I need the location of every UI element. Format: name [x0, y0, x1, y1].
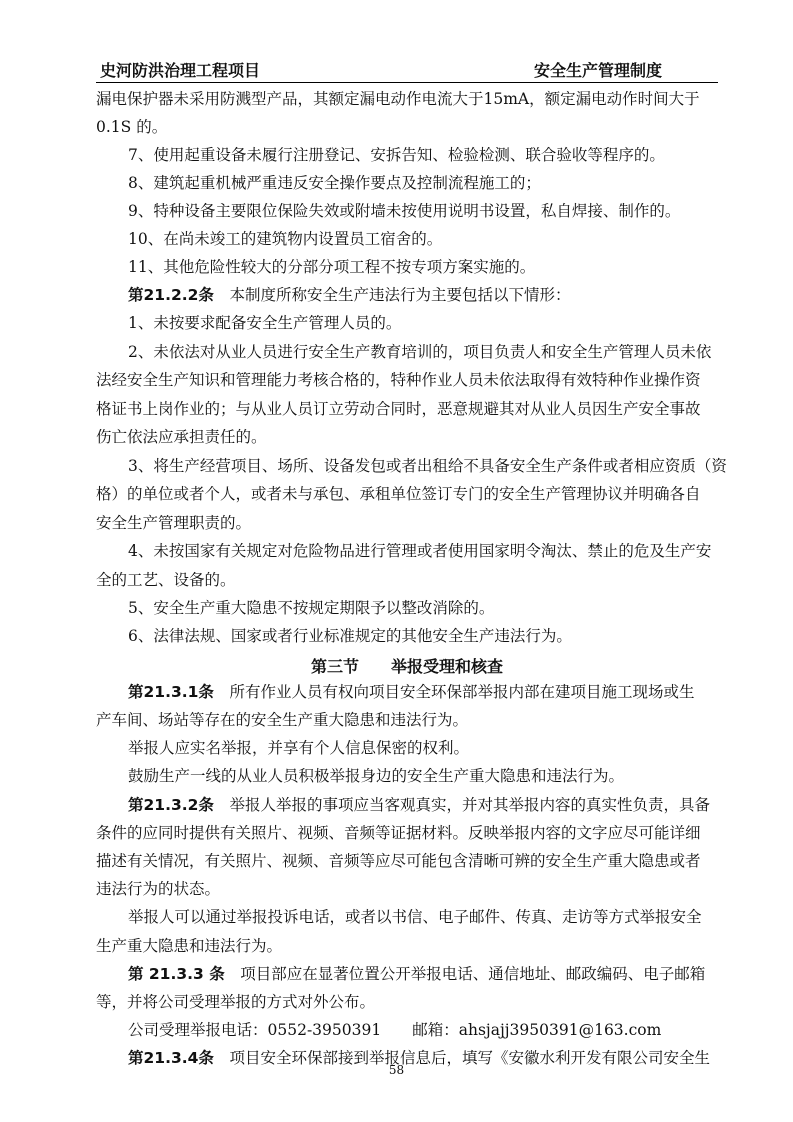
contact-info: 公司受理举报电话：0552-3950391 邮箱：ahsjajj3950391@163.com	[128, 1021, 662, 1039]
text-line: 举报人应实名举报，并享有个人信息保密的权利。	[128, 739, 470, 757]
section-heading	[96, 654, 718, 677]
list-item: 1、未按要求配备安全生产管理人员的。	[128, 314, 402, 332]
text-line: 法经安全生产知识和管理能力考核合格的，特种作业人员未依法取得有效特种作业操作资	[96, 371, 701, 389]
project-name: 史河防洪治理工程项目	[100, 61, 261, 80]
list-item: 4、未按国家有关规定对危险物品进行管理或者使用国家明令淘汰、禁止的危及生产安	[128, 542, 712, 560]
text-line: 条件的应同时提供有关照片、视频、音频等证据材料。反映举报内容的文字应尽可能详细	[96, 824, 701, 842]
page-number: 58	[388, 1063, 405, 1077]
text-line: 安全生产管理职责的。	[96, 514, 252, 532]
list-item: 8、建筑起重机械严重违反安全操作要点及控制流程施工的；	[128, 174, 541, 192]
section-number: 第三节	[310, 657, 359, 676]
text-line: 生产重大隐患和违法行为。	[96, 937, 283, 955]
article-21-3-2	[128, 795, 710, 815]
text-line: 格）的单位或者个人，或者未与承包、承租单位签订专门的安全生产管理协议并明确各自	[96, 485, 701, 503]
article-label: 第21.3.2条	[128, 796, 214, 814]
article-label: 第21.3.1条	[128, 683, 214, 701]
list-item: 9、特种设备主要限位保险失效或附墙未按使用说明书设置，私自焊接、制作的。	[128, 202, 681, 220]
text-line: 举报人可以通过举报投诉电话，或者以书信、电子邮件、传真、走访等方式举报安全	[128, 908, 702, 926]
text-line: 格证书上岗作业的；与从业人员订立劳动合同时，恶意规避其对从业人员因生产安全事故	[96, 400, 701, 418]
text-line: 产车间、场站等存在的安全生产重大隐患和违法行为。	[96, 711, 469, 729]
article-label: 第 21.3.3 条	[128, 965, 225, 983]
list-item: 5、安全生产重大隐患不按规定期限予以整改消除的。	[128, 599, 495, 617]
text-line: 鼓励生产一线的从业人员积极举报身边的安全生产重大隐患和违法行为。	[128, 767, 625, 785]
article-text: 项目部应在显著位置公开举报电话、通信地址、邮政编码、电子邮箱	[240, 965, 706, 983]
text-line: 漏电保护器未采用防溅型产品，其额定漏电动作电流大于15mA，额定漏电动作时间大于	[96, 90, 700, 108]
list-item: 10、在尚未竣工的建筑物内设置员工宿舍的。	[128, 230, 443, 248]
list-item: 2、未依法对从业人员进行安全生产教育培训的，项目负责人和安全生产管理人员未依	[128, 343, 712, 361]
list-item: 3、将生产经营项目、场所、设备发包或者出租给不具备安全生产条件或者相应资质（资	[128, 457, 727, 475]
page-header	[96, 52, 718, 80]
article-21-3-1	[128, 682, 694, 702]
section-title: 举报受理和核查	[391, 657, 504, 676]
list-item: 7、使用起重设备未履行注册登记、安拆告知、检验检测、联合验收等程序的。	[128, 146, 665, 164]
article-21-2-2	[128, 285, 570, 305]
article-label: 第21.3.4条	[128, 1049, 214, 1067]
text-line: 伤亡依法应承担责任的。	[96, 428, 267, 446]
list-item: 6、法律法规、国家或者行业标准规定的其他安全生产违法行为。	[128, 627, 572, 645]
article-label: 第21.2.2条	[128, 286, 214, 304]
text-line: 违法行为的状态。	[96, 880, 221, 898]
list-item: 11、其他危险性较大的分部分项工程不按专项方案实施的。	[128, 258, 536, 276]
text-line: 描述有关情况，有关照片、视频、音频等应尽可能包含清晰可辨的安全生产重大隐患或者	[96, 852, 701, 870]
article-text: 所有作业人员有权向项目安全环保部举报内部在建项目施工现场或生	[229, 683, 695, 701]
header-rule	[96, 82, 718, 83]
text-line: 全的工艺、设备的。	[96, 571, 236, 589]
article-21-3-3	[128, 964, 705, 984]
article-text: 项目安全环保部接到举报信息后，填写《安徽水利开发有限公司安全生	[229, 1049, 710, 1067]
document-title: 安全生产管理制度	[533, 61, 662, 80]
text-line: 0.1S 的。	[96, 118, 168, 136]
text-line: 等，并将公司受理举报的方式对外公布。	[96, 993, 376, 1011]
article-text: 本制度所称安全生产违法行为主要包括以下情形：	[229, 286, 571, 304]
article-text: 举报人举报的事项应当客观真实，并对其举报内容的真实性负责，具备	[229, 796, 710, 814]
